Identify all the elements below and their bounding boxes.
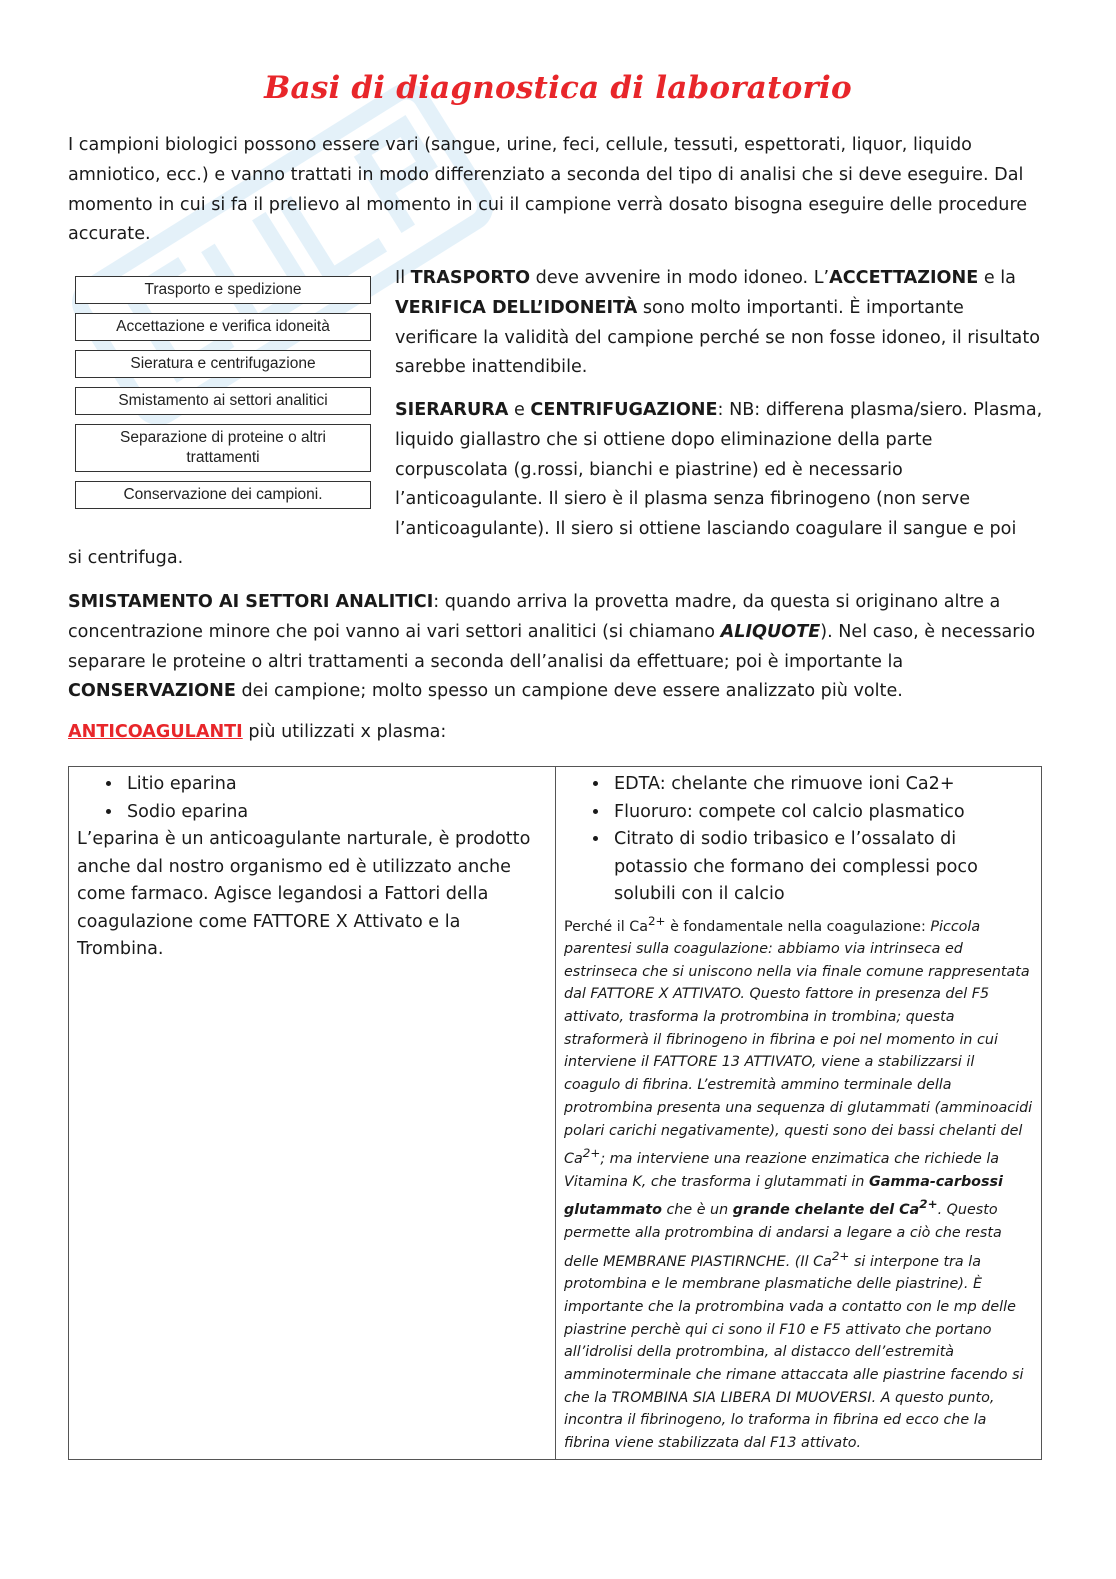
flow-step-centrifugation: Sieratura e centrifugazione — [75, 350, 371, 378]
procedure-flowchart — [75, 276, 371, 518]
chelators-cell — [556, 767, 1042, 1460]
list-item: • Fluoruro: compete col calcio plasmatico — [610, 799, 1033, 827]
centrifugation-paragraph-tail: si centrifuga. — [68, 548, 184, 568]
flow-step-acceptance: Accettazione e verifica idoneità — [75, 313, 371, 341]
list-item: • Litio eparina — [123, 771, 547, 799]
heparin-description: L’eparina è un anticoagulante narturale, è prodotto anche dal nostro organismo ed è utilizzato anche come farmaco. Agisce legandosi a Fattori della coagulazione come FATTORE X Attivato e la Trombina. — [77, 829, 531, 959]
flow-step-separation: Separazione di proteine o altri trattamenti — [75, 424, 371, 472]
centrifugation-paragraph: SIERARURA e CENTRIFUGAZIONE: NB: differena plasma/siero. Plasma, liquido giallastro che si ottiene dopo eliminazione della parte corpuscolata (g.rossi, bianchi e piastrine) ed è necessario l’anticoagulante. Il siero è il plasma senza fibrinogeno (non serve l’anticoagulante). Il siero si ottiene lasciando coagulare il sangue e poi — [395, 400, 1043, 540]
list-item: • EDTA: chelante che rimuove ioni Ca2+ — [610, 771, 1033, 799]
list-item: • Citrato di sodio tribasico e l’ossalato di potassio che formano dei complessi poco solubili con il calcio — [610, 826, 1033, 909]
flow-step-transport: Trasporto e spedizione — [75, 276, 371, 304]
page-title: Basi di diagnostica di laboratorio — [264, 70, 852, 106]
coagulation-note: Perché il $Ca^{2+}$ è fondamentale nella coagulazione: Piccola parentesi sulla coagulazione: abbiamo via intrinseca ed estrinseca che si uniscono nella via finale comune rappresentata dal FATTORE X ATTIVATO. Questo fattore in presenza del F5 attivato, trasforma la protrombina in trombina; questa straformerà il fibrinogeno in fibrina e poi nel momento in cui interviene il FATTORE 13 ATTIVATO, viene a stabilizzarsi il coagulo di fibrina. L’estremità ammino terminale della protrombina presenta una sequenza di glutammati (amminoacidi polari carichi negativamente), questi sono dei bassi chelanti del Ca$^{2+}$; ma interviene una reazione enzimatica che richiede la Vitamina K, che trasforma i glutammati in Gamma-carbossi glutammato che è un grande chelante del Ca$^{2+}$. Questo permette alla protrombina di andarsi a legare a ciò che resta delle MEMBRANE PIASTIRNCHE. (Il Ca$^{2+}$ si interpone tra la protombina e le membrane plasmatiche delle piastrine). È importante che la protrombina vada a contatto con le mp delle piastrine perchè qui ci sono il F10 e F5 attivato che portano all’idrolisi della protrombina, al distacco dell’estremità amminoterminale che rimane attaccata alle piastrine facendo si che la TROMBINA SIA LIBERA DI MUOVERSI. A questo punto, incontra il fibrinogeno, lo traforma in fibrina ed ecco che la fibrina viene stabilizzata dal F13 attivato. — [564, 913, 1033, 1452]
heparin-cell — [69, 767, 556, 1460]
flow-step-sorting: Smistamento ai settori analitici — [75, 387, 371, 415]
flow-step-conservation: Conservazione dei campioni. — [75, 481, 371, 509]
anticoagulants-table — [68, 766, 1042, 1460]
list-item: • Sodio eparina — [123, 799, 547, 827]
anticoagulants-heading: ANTICOAGULANTI più utilizzati x plasma: — [68, 722, 447, 742]
intro-paragraph: I campioni biologici possono essere vari (sangue, urine, feci, cellule, tessuti, espettorati, liquor, liquido amniotico, ecc.) e vanno trattati in modo differenziato a seconda del tipo di analisi che si deve eseguire. Dal momento in cui si fa il prelievo al momento in cui il campione verrà dosato bisogna eseguire delle procedure accurate. — [68, 135, 1028, 245]
transport-paragraph: Il TRASPORTO deve avvenire in modo idoneo. L’ACCETTAZIONE e la VERIFICA DELL’IDONEITÀ sono molto importanti. È importante verificare la validità del campione perché se non fosse idoneo, il risultato sarebbe inattendibile. — [395, 268, 1040, 378]
sorting-paragraph: SMISTAMENTO AI SETTORI ANALITICI: quando arriva la provetta madre, da questa si originano altre a concentrazione minore che poi vanno ai vari settori analitici (si chiamano ALIQUOTE). Nel caso, è necessario separare le proteine o altri trattamenti a seconda dell’analisi da effettuare; poi è importante la CONSERVAZIONE dei campione; molto spesso un campione deve essere analizzato più volte. — [68, 592, 1036, 702]
